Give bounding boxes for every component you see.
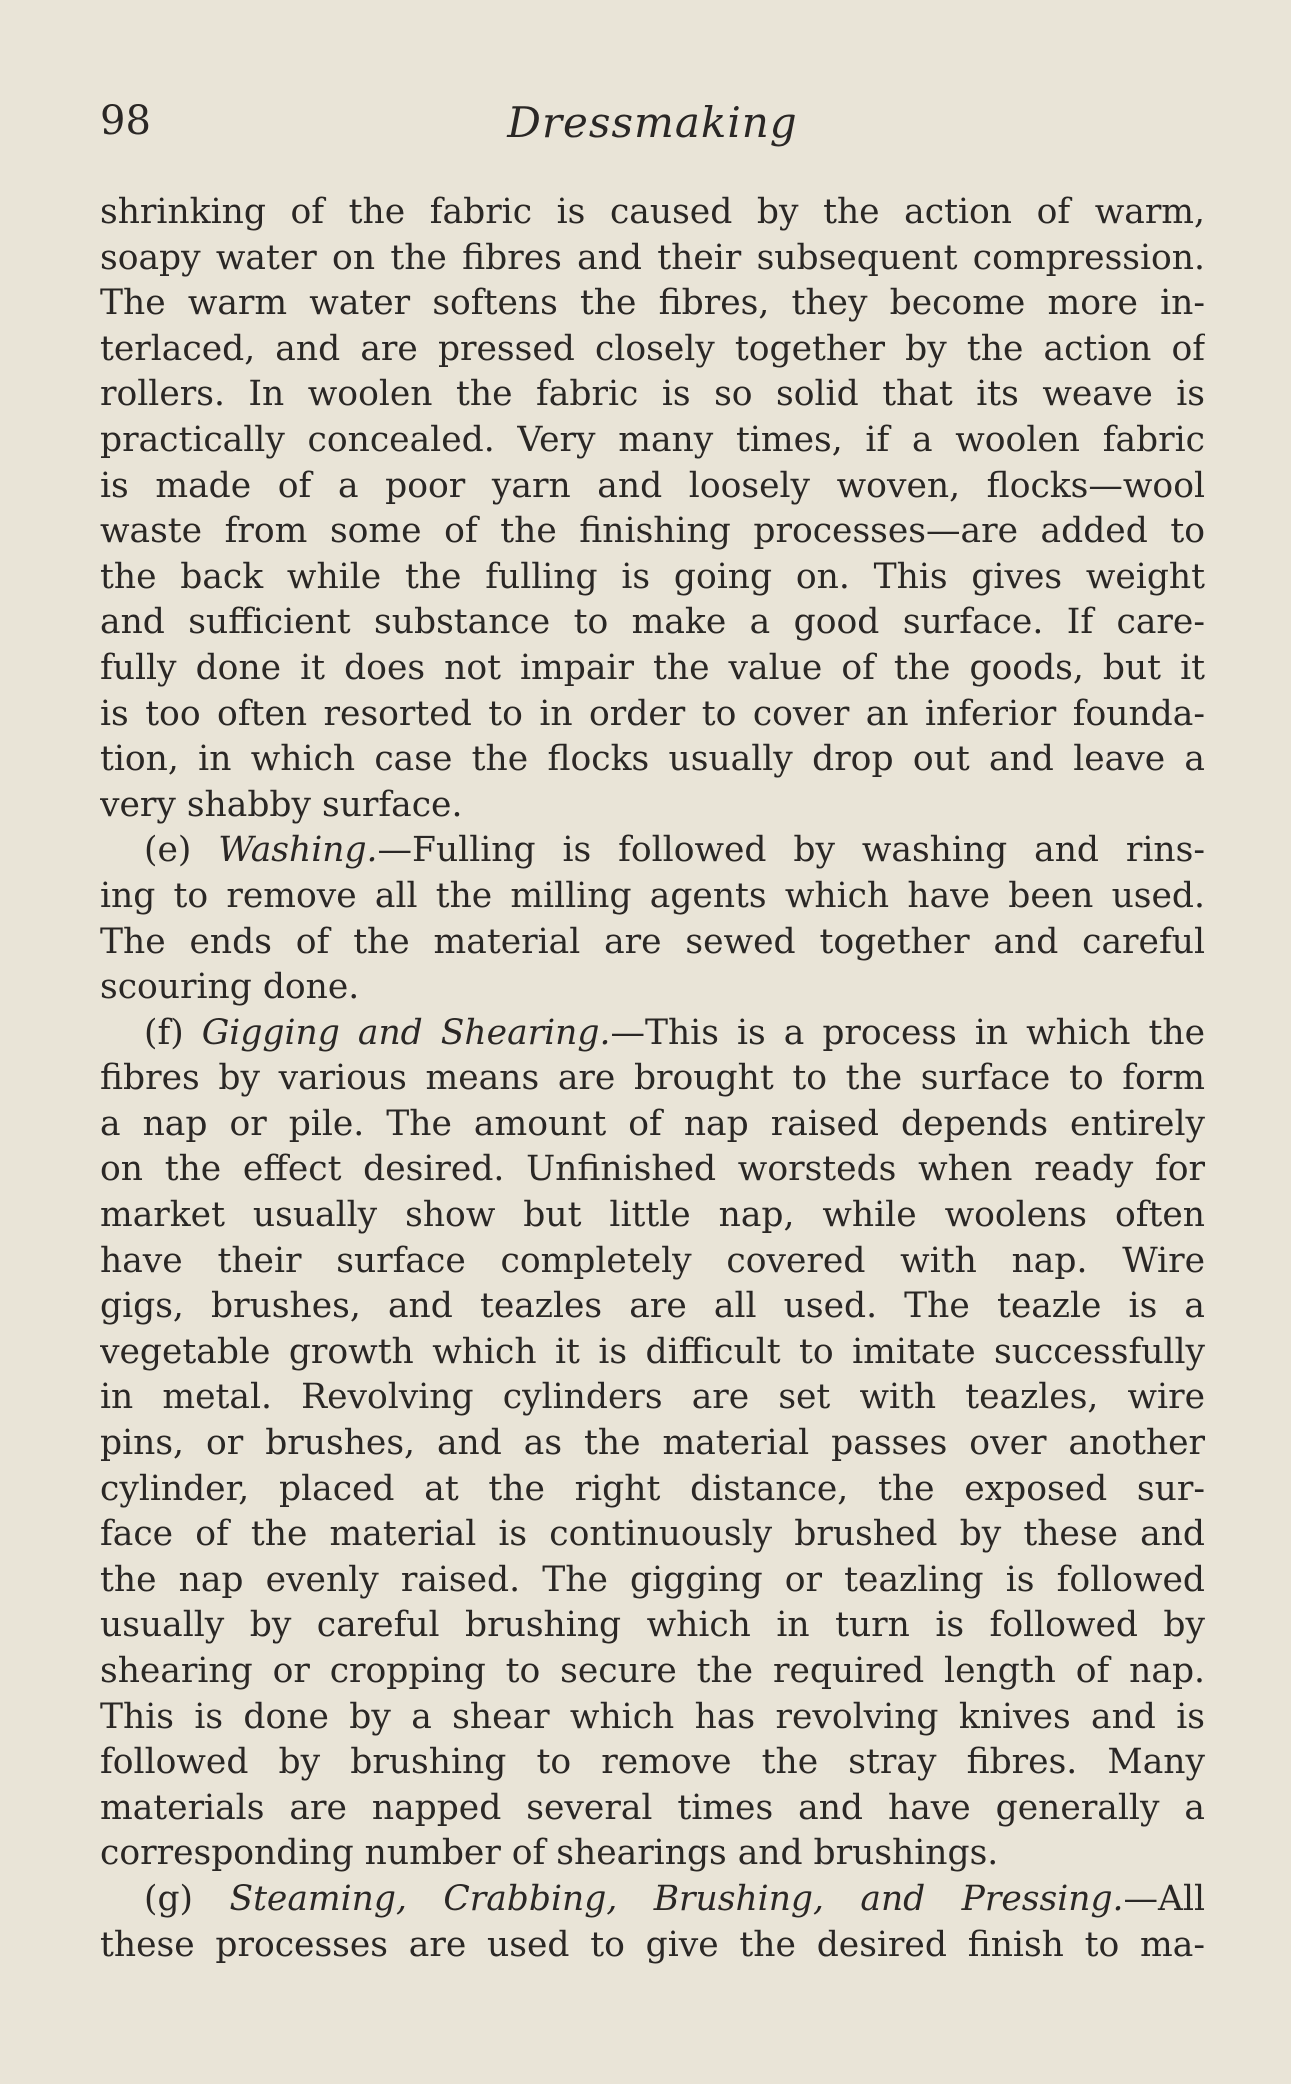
text-line: is made of a poor yarn and loosely woven, flocks—wool (100, 465, 1205, 506)
text-line: cylinder, placed at the right distance, the exposed sur- (100, 1468, 1205, 1509)
text-line: The warm water softens the fibres, they become more in- (100, 283, 1205, 324)
section-label: (f) (144, 1012, 184, 1053)
section-gigging-first-line (100, 1011, 1205, 1057)
text-line: This is done by a shear which has revolving knives and is (100, 1696, 1205, 1737)
text-line: The ends of the material are sewed together and careful (100, 921, 1205, 962)
text-line: fully done it does not impair the value of the goods, but it (100, 647, 1205, 688)
section-label: (e) (144, 830, 192, 871)
text-line: usually by careful brushing which in turn is followed by (100, 1605, 1205, 1646)
text-line: rollers. In woolen the fabric is so solid that its weave is (100, 374, 1205, 415)
text-line: market usually show but little nap, while woolens often (100, 1195, 1205, 1236)
text-line: the nap evenly raised. The gigging or teazling is followed (100, 1559, 1205, 1600)
text-line: soapy water on the fibres and their subsequent compression. (100, 237, 1205, 278)
section-steaming-first-line (100, 1877, 1205, 1923)
text-line: corresponding number of shearings and brushings. (100, 1833, 999, 1874)
text-line: shrinking of the fabric is caused by the action of warm, (100, 192, 1205, 232)
text-line: on the effect desired. Unfinished worsteds when ready for (100, 1149, 1205, 1190)
running-title: Dressmaking (507, 98, 798, 147)
text-line: vegetable growth which it is difficult to imitate successfully (100, 1331, 1205, 1372)
page-number: 98 (100, 98, 151, 144)
text-line: the back while the fulling is going on. This gives weight (100, 556, 1205, 597)
body-text (100, 190, 1205, 1968)
text-line: terlaced, and are pressed closely together by the action of (100, 328, 1205, 369)
text-line: pins, or brushes, and as the material passes over another (100, 1423, 1205, 1464)
text-line: have their surface completely covered with nap. Wire (100, 1240, 1205, 1281)
text-line: gigs, brushes, and teazles are all used. The teazle is a (100, 1286, 1205, 1327)
text-line: ing to remove all the milling agents which have been used. (100, 875, 1205, 916)
text-line: waste from some of the finishing processes—are added to (100, 511, 1205, 552)
section-washing-first-line (100, 828, 1205, 874)
text-line: in metal. Revolving cylinders are set with teazles, wire (100, 1377, 1205, 1418)
text-fragment: —Fulling is followed by washing and rins- (377, 830, 1205, 871)
text-line: materials are napped several times and have generally a (100, 1787, 1205, 1828)
text-line: scouring done. (100, 967, 360, 1008)
text-line: tion, in which case the flocks usually drop out and leave a (100, 739, 1205, 780)
text-line: a nap or pile. The amount of nap raised depends entirely (100, 1103, 1205, 1144)
text-line: followed by brushing to remove the stray fibres. Many (100, 1742, 1205, 1783)
text-line: very shabby surface. (100, 784, 463, 825)
text-line: these processes are used to give the desired finish to ma- (100, 1924, 1205, 1965)
text-fragment: —This is a process in which the (610, 1012, 1205, 1053)
text-line: shearing or cropping to secure the required length of nap. (100, 1651, 1205, 1691)
text-line: face of the material is continuously brushed by these and (100, 1514, 1205, 1555)
text-line: fibres by various means are brought to the surface to form (100, 1058, 1205, 1099)
section-heading-steaming: Steaming, Crabbing, Brushing, and Pressing. (229, 1878, 1124, 1919)
text-fragment: —All (1123, 1878, 1205, 1919)
section-heading-washing: Washing. (218, 830, 378, 871)
section-heading-gigging: Gigging and Shearing. (201, 1012, 611, 1053)
section-label: (g) (144, 1878, 194, 1919)
text-line: practically concealed. Very many times, if a woolen fabric (100, 419, 1205, 460)
text-line: and sufficient substance to make a good surface. If care- (100, 602, 1205, 643)
text-line: is too often resorted to in order to cover an inferior founda- (100, 693, 1205, 734)
page-header (100, 98, 1205, 158)
